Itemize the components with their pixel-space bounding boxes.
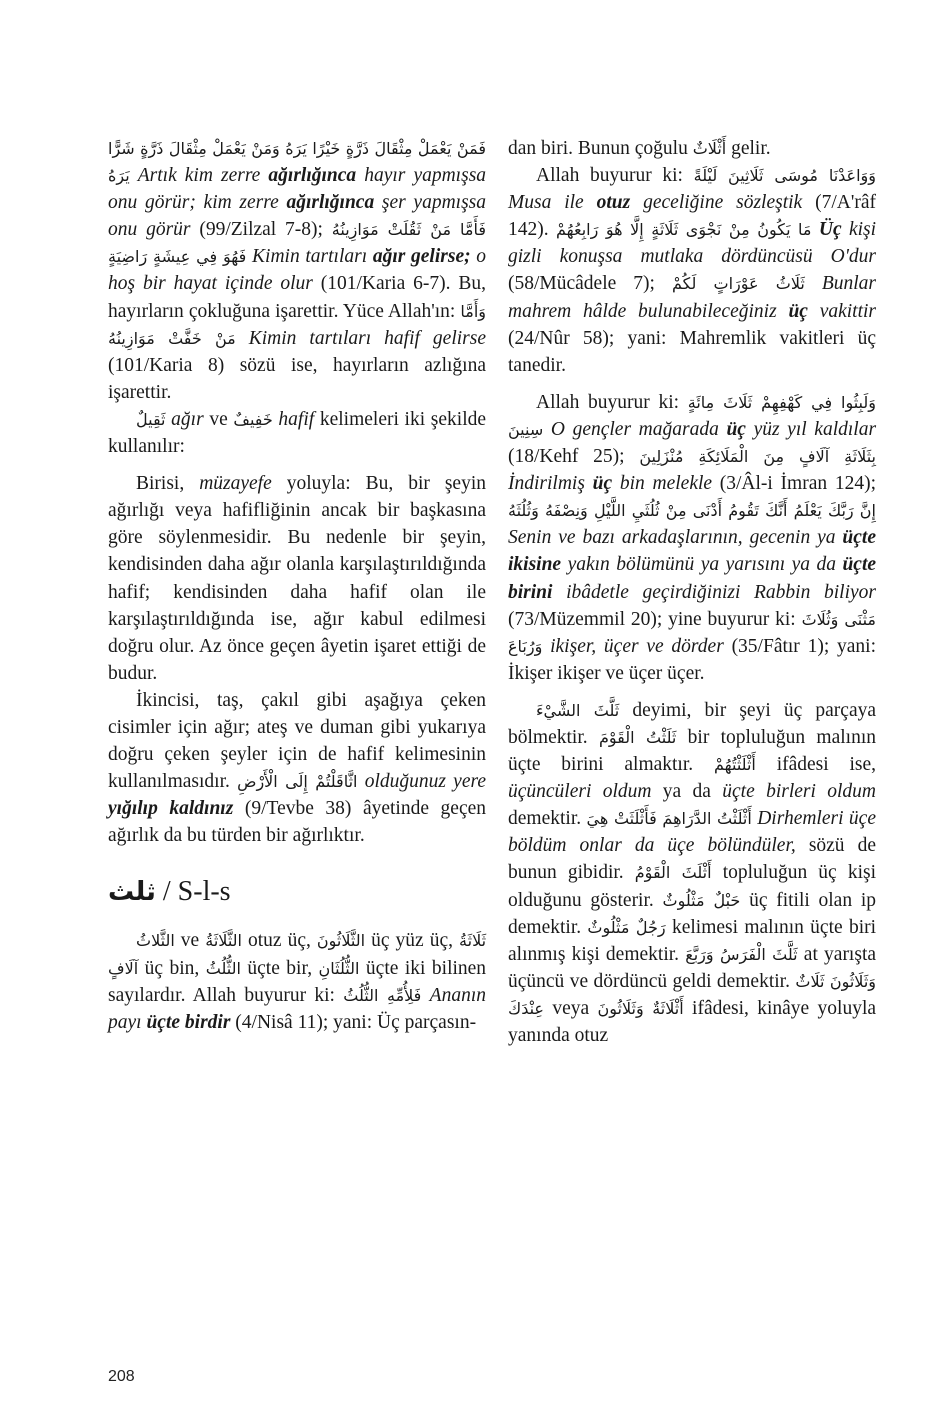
right-column	[508, 135, 876, 1049]
body-text: üçte bir,	[247, 957, 313, 979]
arabic-word: الثَّلَاثَةُ	[205, 931, 242, 951]
body-text: gelir.	[731, 138, 771, 159]
body-text: ifâdesi ise,	[776, 754, 877, 776]
translation: hafif	[278, 408, 315, 430]
arabic-word: حَبْلٌ مَثْلُوثٌ	[662, 890, 741, 910]
translation: üçte birleri oldum	[722, 781, 876, 803]
arabic-word: ثَلَّثَ الْفَرَسُ وَرَبَّعَ	[685, 944, 798, 964]
body-text: (9/Tevbe 38) âyetinde geçen ağırlık da bu türden bir ağırlıktır.	[108, 798, 487, 847]
arabic-word: رَجُلٌ مَثْلُوثٌ	[587, 917, 666, 937]
translation: ibâdetle geçirdiğinizi Rabbin biliyor	[566, 581, 876, 603]
body-text: topluluğun üç kişi olduğunu gösterir.	[508, 862, 876, 911]
body-text: Allah buyurur ki:	[536, 165, 683, 187]
body-text: demektir.	[508, 808, 582, 830]
translation: İndirilmiş	[508, 473, 585, 495]
body-text: Birisi,	[136, 473, 185, 495]
translation: ikişer, üçer ve dörder	[550, 635, 724, 657]
translation: kişi gizli konuşsa mutlaka dördüncüsü O'dur	[508, 219, 877, 268]
heading-transliteration: / S-l-s	[162, 876, 231, 908]
page-number: 208	[108, 1368, 135, 1385]
heading-arabic-root: ثلث	[108, 877, 156, 908]
arabic-word: ثَقِيلٌ	[136, 409, 166, 429]
translation: Kimin tartıları hafif gelirse	[248, 327, 486, 349]
body-text: üçte iki bilinen sayılardır. Allah buyurur ki:	[108, 957, 487, 1006]
body-text: deyimi, bir şeyi üç parçaya bölmektir.	[508, 699, 876, 748]
arabic-verse: إِنَّ رَبَّكَ يَعْلَمُ أَنَّكَ تَقُومُ أَدْنَى مِنْ ثُلُثَيِ اللَّيْلِ وَنِصْفَهُ وَثُلُثَهُ	[508, 501, 876, 521]
arabic-word: أَثْلَاثَةٌ وَثَلَاثُونَ	[597, 998, 684, 1018]
body-text: bir topluluğun malının üçte birini almaktır.	[508, 726, 877, 776]
arabic-verse: فَلِأُمِّهِ الثُّلُثُ	[343, 985, 422, 1005]
body-text: at yarışta üçüncü ve dördüncü geldi demektir.	[508, 943, 877, 992]
body-text: İkincisi, taş, çakıl gibi aşağıya çeken cisimler için ağır; ateş ve duman gibi yukarıya doğru çeken şeyler için de hafif kelimesinin kullanılmasıdır.	[108, 689, 486, 793]
arabic-word: ثَلَاثَةُ آلَافٍ	[108, 931, 487, 978]
body-text: ve	[180, 930, 200, 952]
paragraph	[108, 687, 486, 850]
paragraph	[108, 135, 486, 406]
arabic-verse: فَمَنْ يَعْمَلْ مِثْقَالَ ذَرَّةٍ خَيْرًا يَرَهُ وَمَنْ يَعْمَلْ مِثْقَالَ ذَرَّةٍ شَرًّا يَرَهُ	[108, 139, 486, 186]
paragraph	[508, 162, 876, 379]
reference: (7/A'râf 142).	[508, 192, 876, 241]
translation: o hoş bir hayat içinde olur	[108, 246, 487, 295]
arabic-word: ثَلَّثَ الشَّيْءَ	[536, 700, 620, 720]
paragraph	[108, 470, 486, 687]
body-text: üç bin,	[144, 957, 200, 979]
paragraph	[508, 135, 876, 162]
reference: (3/Âl-i İmran 124);	[719, 473, 876, 495]
emphasis: üç	[788, 300, 808, 322]
body-text: (101/Karia 6-7). Bu, hayırların çokluğuna işarettir. Yüce Allah'ın:	[108, 273, 486, 322]
arabic-word: الثُّلُثُ	[205, 958, 241, 978]
body-text: ifâdesi, kinâye yoluyla yanında otuz	[508, 997, 877, 1046]
translation: Artık kim zerre	[137, 165, 261, 187]
translation: ağır	[171, 408, 204, 430]
body-text: kelimesi malının üçte biri alınmış kişi demektir.	[508, 916, 877, 965]
paragraph	[108, 406, 486, 460]
translation: şer yapmışsa onu görür	[108, 192, 486, 241]
body-text: otuz üç,	[248, 930, 311, 952]
arabic-verse: بِثَلَاثَةِ آلَافٍ مِنَ الْمَلَائِكَةِ مُنْزَلِينَ	[639, 447, 877, 467]
body-text: üç yüz üç,	[371, 930, 453, 952]
body-text: (4/Nisâ 11); yani: Üç parçasın-	[235, 1011, 477, 1033]
arabic-word: أَثْلَثْتُ الدَّرَاهِمَ فَأَثْلَثَتْ هِيَ	[586, 809, 752, 829]
emphasis: üçte birdir	[146, 1011, 231, 1033]
paragraph	[108, 927, 486, 1035]
body-text: (73/Müzemmil 20); yine buyurur ki:	[508, 608, 796, 630]
translation: vakittir	[819, 300, 877, 322]
translation: bin melekle	[619, 473, 713, 495]
translation: Ananın payı	[108, 984, 486, 1033]
paragraph	[508, 389, 876, 687]
emphasis: üç	[726, 418, 746, 440]
body-text: yoluyla: Bu, bir şeyin ağırlığı veya hafifliğinin ancak bir başkasına göre söylenmesidir. Bu nedenle bir şeyin, kendisinden daha ağır olanla karşılaştırıldığında hafif; kendisinden daha hafif olan ile karşılaştırıldığında ise, ağır kabul edilmesi doğru olur. Az önce geçen âyetin işaret ettiği de budur.	[108, 473, 486, 684]
reference: (58/Mücâdele 7);	[508, 273, 655, 295]
body-text: (35/Fâtır 1); yani: İkişer ikişer ve üçer üçer.	[508, 635, 876, 684]
emphasis: Üç	[818, 219, 842, 241]
body-text: (24/Nûr 58); yani: Mahremlik vakitleri üç tanedir.	[508, 327, 876, 376]
arabic-word: أَثْلَثَ الْقَوْمُ	[634, 863, 712, 883]
body-text: üç fitili olan ip demektir.	[508, 889, 876, 938]
arabic-verse: مَا يَكُونُ مِنْ نَجْوَى ثَلَاثَةٍ إِلَّا هُوَ رَابِعُهُمْ	[555, 220, 812, 240]
arabic-word: أَثْلَاثٌ	[692, 139, 727, 158]
body-text: ve	[209, 408, 228, 430]
emphasis: yığılıp kaldınız	[108, 798, 234, 820]
emphasis: üç	[592, 473, 613, 495]
paragraph	[508, 697, 876, 1049]
arabic-word: خَفِيفٌ	[233, 409, 273, 429]
emphasis: ağır gelirse;	[372, 246, 471, 268]
emphasis: üçte ikisine	[508, 527, 876, 576]
arabic-verse: ثَلَاثُ عَوْرَاتٍ لَكُمْ	[671, 274, 805, 294]
translation: olduğunuz yere	[364, 771, 487, 793]
body-text: veya	[552, 997, 590, 1019]
arabic-word: الثُّلُثَانِ	[318, 958, 360, 978]
emphasis: üçte birini	[508, 554, 877, 603]
translation: O gençler mağarada	[550, 418, 719, 440]
body-text: kelimeleri iki şekilde kullanılır:	[108, 408, 487, 458]
arabic-word: الثَّلاثُ	[136, 931, 175, 951]
translation: Musa ile	[508, 192, 584, 214]
translation: üçüncüleri oldum	[508, 781, 652, 803]
translation: Kimin tartıları	[252, 246, 368, 268]
translation: Dirhemleri üçe böldüm onlar da üçe bölündüler,	[508, 808, 876, 857]
body-text: (101/Karia 8) sözü ise, hayırların azlığına işarettir.	[108, 354, 486, 403]
arabic-word: الثَّلَاثُونَ	[316, 931, 366, 951]
arabic-word: ثَلَثْتُ الْقَوْمَ	[598, 727, 677, 747]
emphasis: otuz	[596, 192, 631, 214]
body-text: Allah buyurur ki:	[536, 391, 680, 413]
arabic-verse: فَأَمَّا مَنْ ثَقُلَتْ مَوَازِينُهُ فَهُوَ فِي عِيشَةٍ رَاضِيَةٍ	[108, 220, 487, 267]
term: müzayefe	[199, 473, 272, 495]
arabic-verse: مَثْنَى وَثُلَاثَ وَرُبَاعَ	[508, 609, 876, 656]
reference: (18/Kehf 25);	[508, 446, 625, 468]
body-text: sözü de bunun gibidir.	[508, 835, 877, 884]
arabic-verse: وَوَاعَدْنَا مُوسَى ثَلَاثِينَ لَيْلَةً	[693, 166, 876, 186]
body-text: ya da	[662, 781, 711, 803]
translation: Bunlar mahrem hâlde bulunabileceğiniz	[508, 273, 877, 322]
left-column	[108, 135, 486, 1036]
arabic-word: ثَلَاثٌ	[795, 971, 825, 991]
arabic-verse: وَأَمَّا مَنْ خَفَّتْ مَوَازِينُهُ	[108, 301, 486, 348]
translation: yüz yıl kaldılar	[753, 418, 877, 440]
arabic-verse: اثَّاقَلْتُمْ إِلَى الْأَرْضِ	[237, 772, 358, 792]
translation: Senin ve bazı arkadaşlarının, gecenin ya	[508, 527, 836, 549]
body-text: dan biri. Bunun çoğulu	[508, 138, 688, 159]
translation: geceliğine sözleştik	[643, 192, 803, 214]
arabic-verse: وَلَبِثُوا فِي كَهْفِهِمْ ثَلَاثَ مِائَةٍ سِنِينَ	[508, 392, 876, 439]
arabic-word: وَثَلَاثُونَ عِنْدَكَ	[508, 971, 877, 1018]
translation: hayır yapmışsa onu görür; kim zerre	[108, 165, 487, 214]
reference: (99/Zilzal 7-8);	[199, 219, 323, 241]
arabic-word: أَثْلَثْتُهُمْ	[713, 755, 756, 775]
emphasis: ağırlığınca	[286, 192, 375, 214]
entry-heading	[108, 875, 486, 909]
translation: yakın bölümünü ya yarısını ya da	[567, 554, 836, 576]
emphasis: ağırlığınca	[268, 165, 357, 187]
